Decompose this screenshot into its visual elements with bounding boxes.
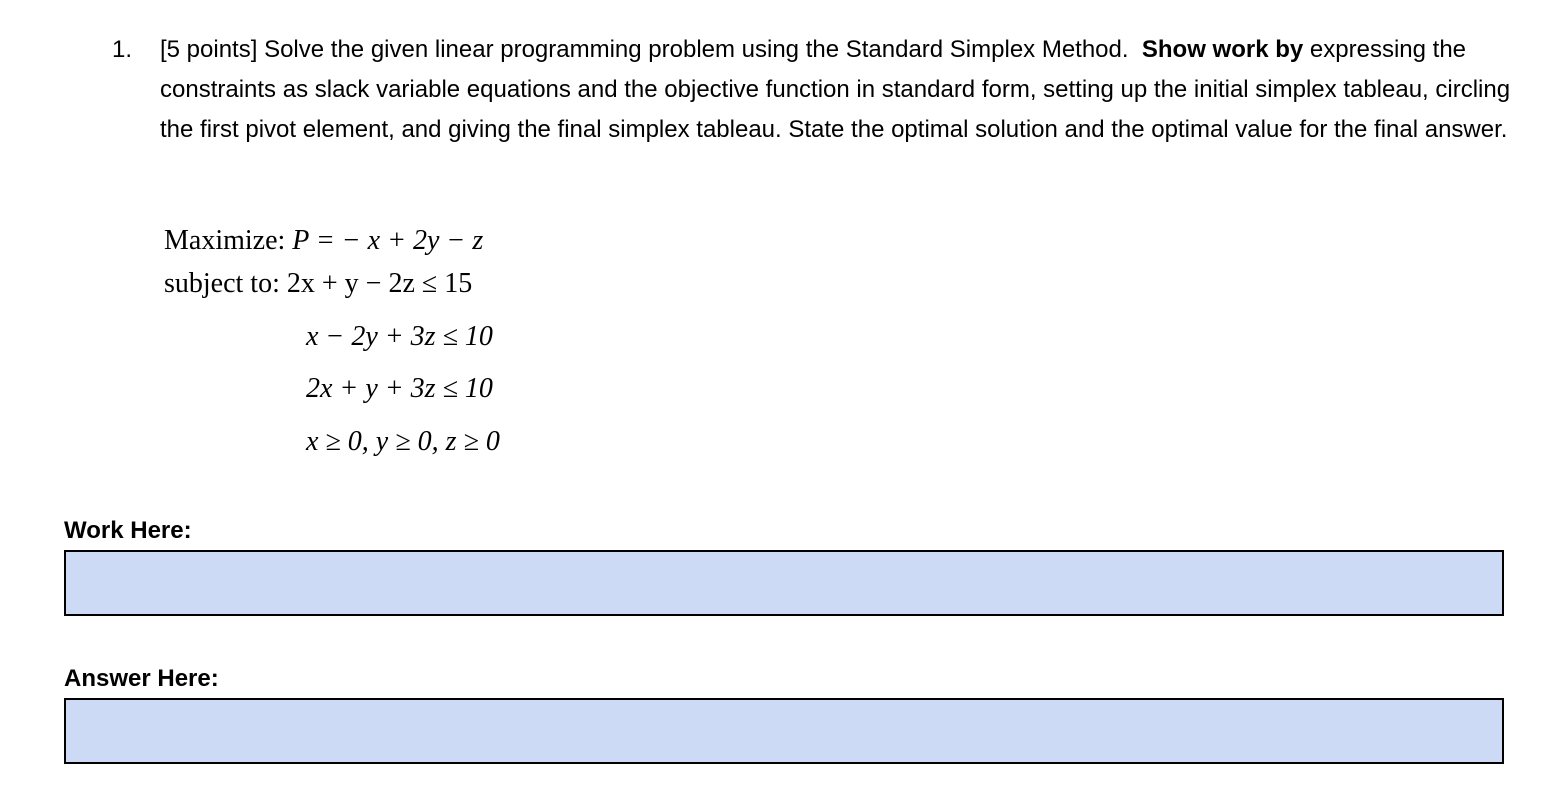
work-label: Work Here: [64, 517, 192, 544]
constraints-line-1 [164, 267, 472, 301]
question-points: [5 points] [160, 36, 258, 63]
constraint-2: x − 2y + 3z ≤ 10 [306, 321, 493, 352]
question-instructions: Solve the given linear programming problem using the Standard Simplex Method. [264, 36, 1129, 63]
constraint-3: 2x + y + 3z ≤ 10 [306, 373, 493, 404]
nonnegativity-constraints: x ≥ 0, y ≥ 0, z ≥ 0 [306, 426, 500, 457]
answer-label: Answer Here: [64, 665, 219, 692]
constraint-1: 2x + y − 2z ≤ 15 [286, 268, 473, 299]
objective-function: P = − x + 2y − z [292, 225, 484, 256]
question-instructions-continued: expressing the constraints as slack variable equations and the objective function in standard form, setting up the initial simplex tableau, circling the first pivot element, and giving the final simplex tableau. State the optimal solution and the optimal value for the final answer. [160, 36, 1511, 143]
objective-line [164, 224, 483, 258]
objective-label: Maximize: [164, 225, 286, 256]
constraints-label: subject to: [164, 268, 280, 299]
work-input-box[interactable] [64, 550, 1504, 616]
question-text [160, 30, 1530, 150]
question-bold-instructions: Show work by [1141, 36, 1304, 63]
question-number: 1. [112, 36, 133, 63]
answer-input-box[interactable] [64, 698, 1504, 764]
